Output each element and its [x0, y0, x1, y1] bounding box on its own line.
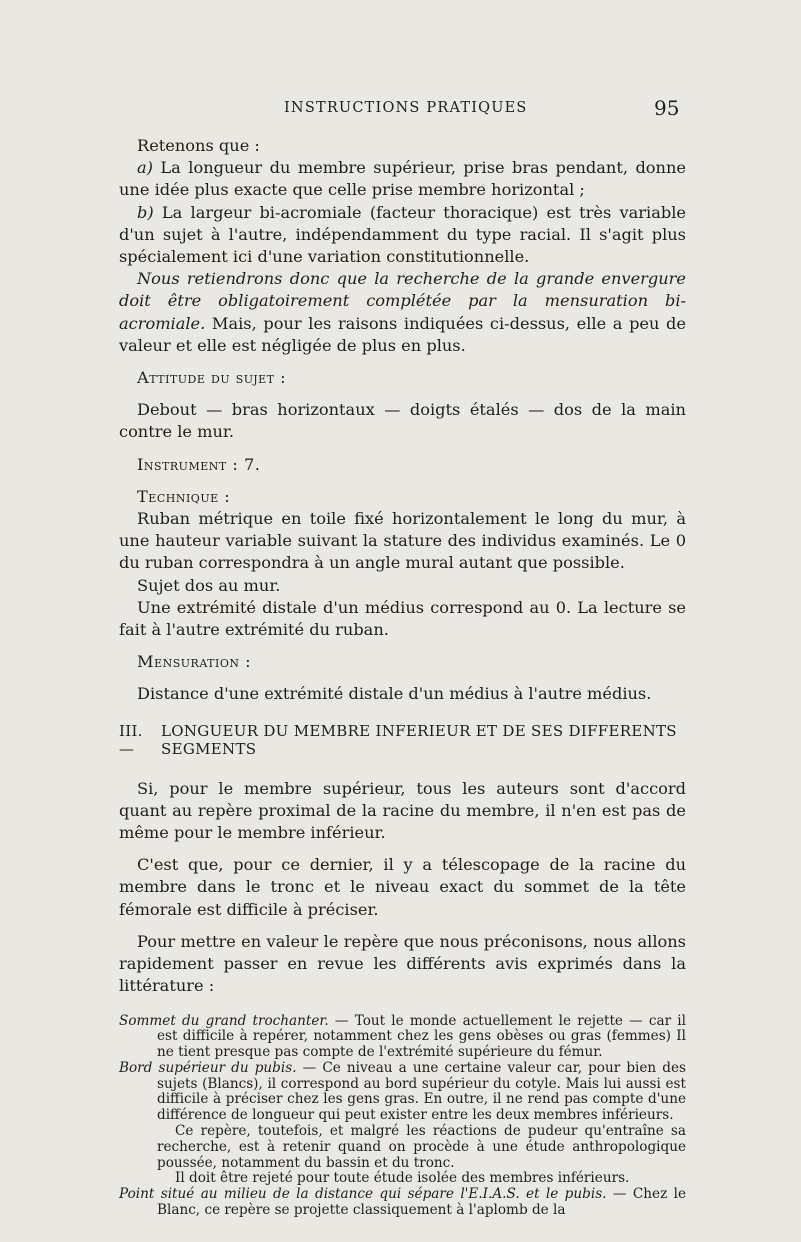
note-bord-term: Bord supérieur du pubis.: [119, 1059, 297, 1076]
technique-p2: Sujet dos au mur.: [137, 575, 281, 595]
note-point: [119, 1187, 686, 1219]
note-sommet-term: Sommet du grand trochanter.: [119, 1012, 329, 1029]
point-b-label: b): [137, 202, 154, 222]
point-a-text: La longueur du membre supérieur, prise bras pendant, donne une idée plus exacte que celle prise membre horizontal ;: [119, 158, 686, 200]
point-b: [119, 202, 686, 269]
note-point-dash: —: [612, 1186, 627, 1203]
note-bord-p2: Ce repère, toutefois, et malgré les réactions de pudeur qu'entraîne sa recherche, est à retenir quand on procède à une étude anthropologique poussée, notamment du bassin et du tronc.: [157, 1123, 686, 1171]
section-p1: Si, pour le membre supérieur, tous les auteurs sont d'accord quant au repère proximal de la racine du membre, il n'en est pas de même pour le membre inférieur.: [119, 778, 686, 843]
point-b-text: La largeur bi-acromiale (facteur thoracique) est très variable d'un sujet à l'autre, indépendamment du type racial. Il s'agit plus spécialement ici d'une variation constitutionnelle.: [119, 202, 686, 267]
section-heading: [119, 722, 686, 758]
page-number: 95: [654, 96, 680, 120]
section-p2: C'est que, pour ce dernier, il y a télescopage de la racine du membre dans le tronc et le niveau exact du sommet de la tête fémorale est difficile à préciser.: [119, 855, 686, 919]
note-bord-p3: Il doit être rejeté pour toute étude isolée des membres inférieurs.: [175, 1170, 630, 1187]
section-number: III. —: [119, 721, 143, 758]
technique-p3: Une extrémité distale d'un médius correspond au 0. La lecture se fait à l'autre extrémité du ruban.: [119, 597, 686, 640]
attitude-heading: Attitude du sujet :: [137, 368, 287, 388]
note-bord: [119, 1061, 686, 1124]
attitude-text: Debout — bras horizontaux — doigts étalés — dos de la main contre le mur.: [119, 400, 686, 442]
instrument-heading: Instrument : 7.: [137, 454, 261, 474]
conclusion-paragraph: [119, 268, 686, 357]
point-a-label: a): [137, 158, 153, 178]
note-bord-text: — Ce niveau a une certaine valeur car, pour bien des sujets (Blancs), il correspond au bord supérieur du cotyle. Mais lui aussi est difficile à préciser chez les gens gras. En outre, il ne rend pas compte d'une différence de longueur qui peut exister entre les deux membres inférieurs.: [157, 1059, 687, 1124]
note-point-term: Point situé au milieu de la distance qui sépare l'E.I.A.S. et le pubis.: [119, 1186, 607, 1203]
conclusion-italic: Nous retiendrons donc que la recherche de la grande envergure doit être obligatoirement complétée par la mensuration bi-acromiale.: [119, 269, 686, 333]
retenons-line: Retenons que :: [137, 136, 260, 155]
conclusion-rest: Mais, pour les raisons indiquées ci-dessus, elle a peu de valeur et elle est négligée de plus en plus.: [119, 313, 686, 355]
section-p3: Pour mettre en valeur le repère que nous préconisons, nous allons rapidement passer en revue les différents avis exprimés dans la littérature :: [119, 931, 686, 996]
running-title: INSTRUCTIONS PRATIQUES: [284, 100, 528, 116]
note-point-text: Chez le Blanc, ce repère se projette classiquement à l'aplomb de la: [157, 1186, 687, 1219]
note-sommet: [119, 1014, 686, 1061]
section-title: LONGUEUR DU MEMBRE INFERIEUR ET DE SES DIFFERENTS SEGMENTS: [161, 721, 677, 758]
page-body: [119, 135, 686, 1219]
page-header: [0, 96, 801, 120]
point-a: [119, 157, 686, 201]
technique-p1: Ruban métrique en toile fixé horizontalement le long du mur, à une hauteur variable suivant la stature des individus examinés. Le 0 du ruban correspondra à un angle mural autant que possible.: [119, 509, 686, 573]
notes-block: [119, 1014, 686, 1219]
mensuration-heading: Mensuration :: [137, 652, 252, 672]
mensuration-text: Distance d'une extrémité distale d'un médius à l'autre médius.: [137, 684, 652, 704]
technique-heading: Technique :: [137, 486, 231, 506]
note-sommet-text: — Tout le monde actuellement le rejette — car il est difficile à repérer, notamment chez les gens obèses ou gras (femmes) Il ne tient presque pas compte de l'extrémité supérieure du fémur.: [157, 1012, 686, 1061]
